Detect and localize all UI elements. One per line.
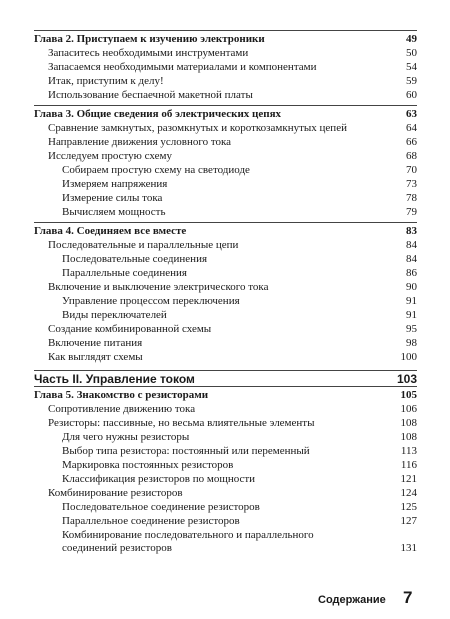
- toc-section-entry[interactable]: [48, 47, 417, 60]
- toc-entry-title: Сопротивление движению тока: [48, 403, 196, 415]
- toc-entry-page: 64: [406, 122, 417, 134]
- toc-section-entry[interactable]: [48, 281, 417, 294]
- toc-section-entry[interactable]: [48, 122, 417, 135]
- toc-entry-title: Запасаемся необходимыми материалами и компонентами: [48, 61, 317, 73]
- toc-entry-page: 54: [406, 61, 417, 73]
- toc-section-entry[interactable]: [62, 445, 417, 458]
- toc-section-entry[interactable]: [48, 136, 417, 149]
- toc-entry-title: Комбинирование последовательного и параллельного соединений резисторов: [62, 529, 314, 554]
- toc-entry-page: 95: [406, 323, 417, 335]
- toc-entry-title: Последовательные и параллельные цепи: [48, 239, 239, 251]
- toc-entry-title: Исследуем простую схему: [48, 150, 172, 162]
- toc-entry-page: 103: [396, 372, 417, 386]
- toc-section-entry[interactable]: [48, 239, 417, 252]
- toc-entry-page: 124: [400, 487, 417, 499]
- toc-section-entry[interactable]: [48, 403, 417, 416]
- toc-entry-title: Измеряем напряжения: [62, 178, 168, 190]
- toc-entry-page: 63: [406, 108, 417, 120]
- footer-page-number: 7: [403, 588, 413, 607]
- toc-section-entry[interactable]: [48, 89, 417, 102]
- toc-section-entry[interactable]: [62, 431, 417, 444]
- toc-entry-page: 90: [406, 281, 417, 293]
- toc-section-entry[interactable]: [48, 75, 417, 88]
- toc-entry-title: Управление процессом переключения: [62, 295, 240, 307]
- toc-section-entry[interactable]: [62, 295, 417, 308]
- toc-entry-page: 79: [406, 206, 417, 218]
- toc-entry-title: Итак, приступим к делу!: [48, 75, 164, 87]
- footer-section-label: Содержание: [318, 594, 386, 606]
- toc-entry-page: 121: [400, 473, 417, 485]
- toc-entry-title: Глава 3. Общие сведения об электрических цепях: [34, 108, 282, 120]
- toc-entry-page: 125: [400, 501, 417, 513]
- toc-section-entry[interactable]: [62, 206, 417, 219]
- toc-entry-title: Запаситесь необходимыми инструментами: [48, 47, 249, 59]
- toc-entry-page: 91: [406, 295, 417, 307]
- toc-entry-title: Выбор типа резистора: постоянный или переменный: [62, 445, 310, 457]
- toc-chapter-entry[interactable]: [34, 33, 417, 46]
- toc-entry-page: 83: [406, 225, 417, 237]
- toc-entry-page: 105: [400, 389, 417, 401]
- chapter-divider: [34, 370, 417, 371]
- toc-entry-title: Последовательное соединение резисторов: [62, 501, 260, 513]
- toc-section-entry[interactable]: [62, 267, 417, 280]
- toc-section-entry[interactable]: [62, 459, 417, 472]
- toc-entry-title: Вычисляем мощность: [62, 206, 166, 218]
- chapter-divider: [34, 30, 417, 31]
- toc-entry-title: Собираем простую схему на светодиоде: [62, 164, 250, 176]
- toc-entry-title: Комбинирование резисторов: [48, 487, 183, 499]
- toc-entry-title: Включение питания: [48, 337, 143, 349]
- toc-section-entry[interactable]: [62, 253, 417, 266]
- toc-entry-title: Часть II. Управление током: [34, 373, 195, 386]
- toc-section-entry[interactable]: [48, 337, 417, 350]
- toc-entry-page: 68: [406, 150, 417, 162]
- toc-entry-title: Глава 4. Соединяем все вместе: [34, 225, 187, 237]
- toc-entry-page: 91: [406, 309, 417, 321]
- toc-entry-page: 116: [400, 459, 417, 471]
- toc-section-entry[interactable]: [62, 473, 417, 486]
- toc-entry-page: 49: [406, 33, 417, 45]
- toc-entry-page: 113: [400, 445, 417, 457]
- toc-entry-title: Параллельные соединения: [62, 267, 187, 279]
- toc-entry-title: Создание комбинированной схемы: [48, 323, 212, 335]
- toc-entry-page: 50: [406, 47, 417, 59]
- toc-section-entry[interactable]: [62, 515, 417, 528]
- toc-section-entry[interactable]: [62, 529, 417, 555]
- chapter-divider: [34, 222, 417, 223]
- toc-entry-title: Резисторы: пассивные, но весьма влиятельные элементы: [48, 417, 315, 429]
- toc-entry-title: Для чего нужны резисторы: [62, 431, 190, 443]
- toc-entry-title: Классификация резисторов по мощности: [62, 473, 256, 485]
- toc-entry-page: 106: [400, 403, 417, 415]
- toc-entry-title: Маркировка постоянных резисторов: [62, 459, 234, 471]
- toc-section-entry[interactable]: [48, 417, 417, 430]
- toc-section-entry[interactable]: [62, 501, 417, 514]
- toc-entry-title: Направление движения условного тока: [48, 136, 232, 148]
- toc-section-entry[interactable]: [48, 150, 417, 163]
- toc-entry-title: Как выглядят схемы: [48, 351, 143, 363]
- toc-entry-page: 86: [406, 267, 417, 279]
- toc-entry-title: Включение и выключение электрического тока: [48, 281, 269, 293]
- toc-entry-title: Глава 5. Знакомство с резисторами: [34, 389, 209, 401]
- toc-chapter-entry[interactable]: [34, 389, 417, 402]
- toc-section-entry[interactable]: [48, 323, 417, 336]
- toc-entry-page: 78: [406, 192, 417, 204]
- toc-entry-page: 108: [400, 417, 417, 429]
- chapter-divider: [34, 105, 417, 106]
- toc-entry-page: 131: [400, 542, 417, 554]
- toc-entry-title: Глава 2. Приступаем к изучению электроники: [34, 33, 265, 45]
- toc-part-entry[interactable]: [34, 373, 417, 386]
- toc-entry-page: 127: [400, 515, 417, 527]
- toc-entry-title: Виды переключателей: [62, 309, 167, 321]
- toc-section-entry[interactable]: [62, 309, 417, 322]
- toc-entry-page: 73: [406, 178, 417, 190]
- toc-entry-title: Сравнение замкнутых, разомкнутых и короткозамкнутых цепей: [48, 122, 347, 134]
- toc-chapter-entry[interactable]: [34, 225, 417, 238]
- toc-entry-title: Использование беспаечной макетной платы: [48, 89, 253, 101]
- toc-entry-page: 100: [400, 351, 417, 363]
- toc-section-entry[interactable]: [48, 487, 417, 500]
- toc-section-entry[interactable]: [62, 164, 417, 177]
- toc-entry-title: Измерение силы тока: [62, 192, 163, 204]
- toc-entry-page: 108: [400, 431, 417, 443]
- toc-entry-page: 60: [406, 89, 417, 101]
- toc-entry-page: 84: [406, 253, 417, 265]
- toc-entry-title: Последовательные соединения: [62, 253, 208, 265]
- toc-entry-page: 70: [406, 164, 417, 176]
- toc-section-entry[interactable]: [62, 192, 417, 205]
- toc-section-entry[interactable]: [48, 351, 417, 364]
- toc-entry-page: 84: [406, 239, 417, 251]
- toc-chapter-entry[interactable]: [34, 108, 417, 121]
- chapter-divider: [34, 386, 417, 387]
- toc-section-entry[interactable]: [62, 178, 417, 191]
- toc-entry-page: 98: [406, 337, 417, 349]
- toc-section-entry[interactable]: [48, 61, 417, 74]
- toc-entry-title: Параллельное соединение резисторов: [62, 515, 240, 527]
- toc-entry-page: 66: [406, 136, 417, 148]
- toc-entry-page: 59: [406, 75, 417, 87]
